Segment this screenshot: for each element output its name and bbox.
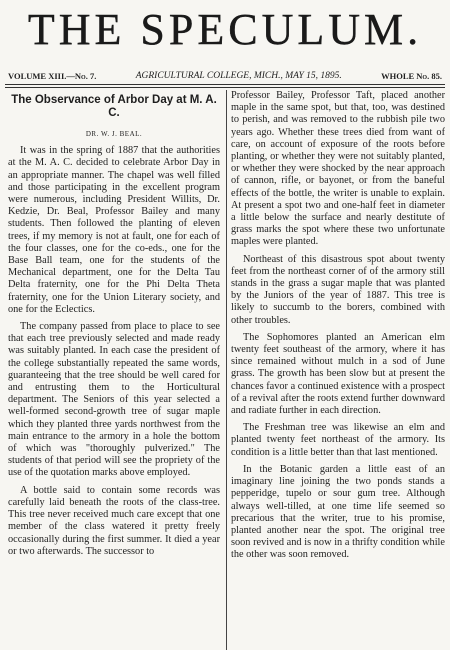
header-rule-thin	[5, 87, 445, 88]
paragraph: A bottle said to contain some records was carefully laid beneath the roots of the class-tree. This tree never received much care except that one member of the class watered it pretty freely occasionally during the first summer. It died a year or two afterwards. The successor to	[8, 484, 220, 557]
right-column	[231, 90, 445, 650]
masthead	[0, 0, 450, 60]
issue-line	[8, 69, 442, 83]
paragraph: The Freshman tree was likewise an elm and planted twenty feet northeast of the armory. Its condition is a little better than that last mentioned.	[231, 422, 445, 458]
paragraph: Northeast of this disastrous spot about twenty feet from the northeast corner of of the armory still stands in the grass a sugar maple that was planted by the Juniors of the year of 1887. This tree is likely to succumb to the borers, combined with other troubles.	[231, 253, 445, 326]
whole-number: WHOLE No. 85.	[381, 71, 442, 81]
header-rule	[5, 84, 445, 85]
volume: VOLUME XIII.	[8, 71, 67, 81]
paragraph: Professor Bailey, Professor Taft, placed another maple in the same spot, but that, too, was destined to perish, and was removed to the rubbish pile two years ago. Whether these trees died from want of care, on account of exposure of the roots before planting, or whether they were not suitably planted, or whether they were shocked by the near approach of cannon, rifle, or bayonet, or from the baneful effects of the bottle, the writer is unable to explain. At present a spot two and one-half feet in diameter a little below the surface and nearly destitute of grass marks the spot where these two unfortunate maples were planted.	[231, 90, 445, 248]
paragraph: It was in the spring of 1887 that the authorities at the M. A. C. decided to celebrate Arbor Day in an appropriate manner. The chapel was well filled and those participating in the excellent program were numerous, including President Willits, Dr. Kedzie, Dr. Beal, Professor Bailey and many students. Then followed the planting of eleven trees, if my memory is not at fault, one for each of the four classes, one for the co-eds., one for the Base Ball team, one for the students of the Mechanical department, one for the Delta Tau Delta fraternity, one for the Phi Delta Theta fraternity, one for the Union Literary society, and one for the Eclectics.	[8, 145, 220, 315]
article-byline: DR. W. J. BEAL.	[85, 130, 143, 138]
column-divider	[226, 90, 227, 650]
issue-volume-number: VOLUME XIII.—No. 7.	[8, 71, 97, 81]
issue-place-date: AGRICULTURAL COLLEGE, MICH., MAY 15, 1895.	[135, 71, 342, 81]
paragraph: The Sophomores planted an American elm twenty feet southeast of the armory, where it has since remained without mulch in a sod of June grass. The growth has been slow but at present the chances favor a continued existence with a prospect of a revival after the roots extend further downward and radiate further in each direction.	[231, 331, 445, 417]
article-title: The Observance of Arbor Day at M. A. C.	[11, 94, 217, 119]
paragraph: In the Botanic garden a little east of an imaginary line joining the two ponds stands a pepperidge, tupelo or sour gum tree. Although always well-tilled, at one time life seemed so precarious that the writer, true to his promise, planted another near the spot. The original tree soon revived and is now in a thrifty condition while the other was soon removed.	[231, 463, 445, 561]
newspaper-title: THE SPECULUM.	[27, 5, 423, 54]
number: No. 7.	[74, 71, 97, 81]
paragraph: The company passed from place to place to see that each tree previously selected and made ready was suitably planted. In each case the president of the college substantially repeated the same words, guaranteeing that the tree should be well cared for and entrusting them to the Horticultural department. The Seniors of this year selected a well-formed second-growth tree of sugar maple which they planted three yards northwest from the main entrance to the armory in a hole the bottom of which was "thoroughly pulverized." The students of that period will see the propriety of the use of the quotation marks above employed.	[8, 321, 220, 479]
left-column	[8, 94, 220, 650]
